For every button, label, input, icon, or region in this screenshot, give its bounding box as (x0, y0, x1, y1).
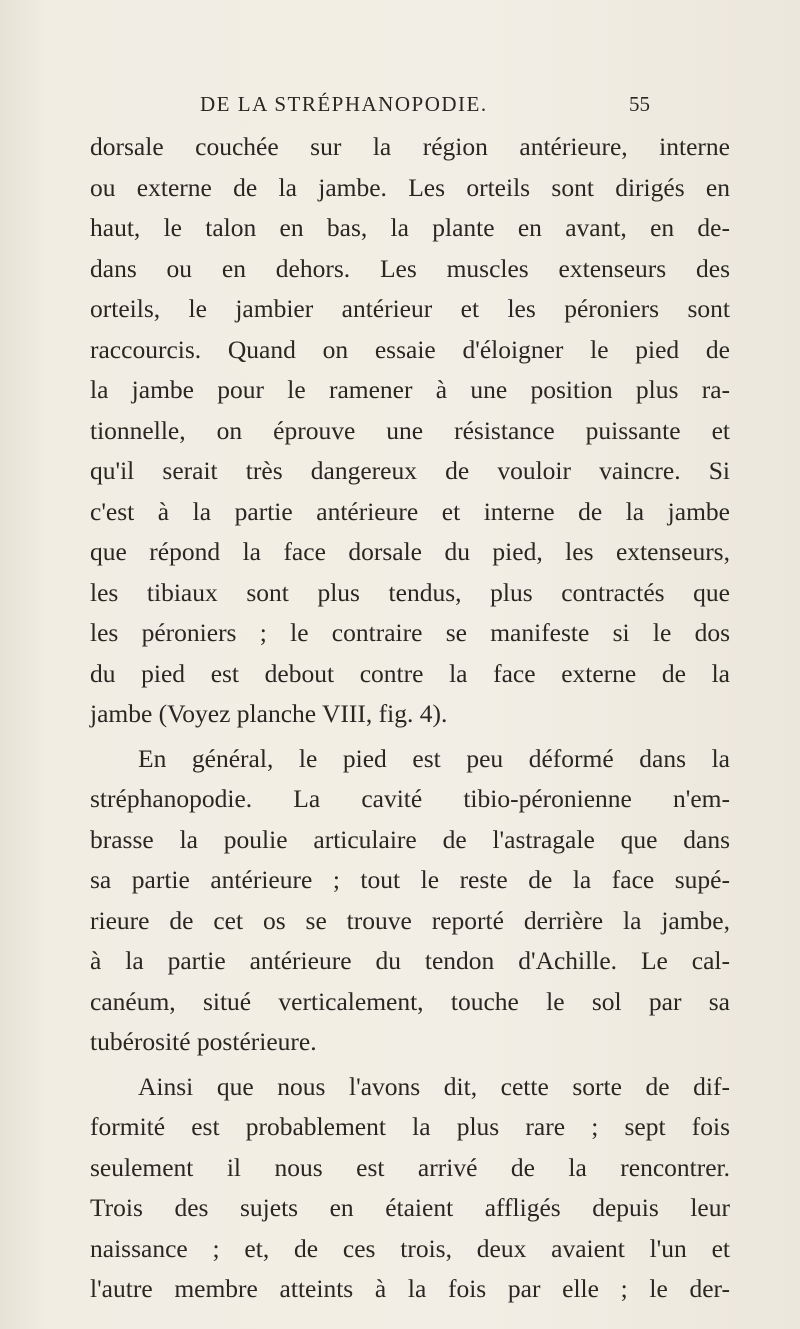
text-line: formité est probablement la plus rare ; sept fois (90, 1112, 730, 1141)
text-line: canéum, situé verticalement, touche le sol par sa (90, 986, 730, 1016)
text-line: les tibiaux sont plus tendus, plus contractés que (90, 577, 730, 607)
text-line: la jambe pour le ramener à une position plus ra- (90, 375, 730, 404)
text-line: les péroniers ; le contraire se manifeste si le dos (90, 618, 730, 647)
text-line: l'autre membre atteints à la fois par elle ; le der- (90, 1274, 730, 1303)
text-line: haut, le talon en bas, la plante en avant, en de- (90, 213, 730, 242)
text-line: seulement il nous est arrivé de la rencontrer. (90, 1152, 730, 1182)
text-line: que répond la face dorsale du pied, les extenseurs, (90, 537, 730, 566)
text-line: qu'il serait très dangereux de vouloir vaincre. Si (90, 456, 730, 485)
text-line: stréphanopodie. La cavité tibio-péronienne n'em- (90, 784, 730, 813)
running-head (200, 92, 650, 122)
text-line: tionnelle, on éprouve une résistance puissante et (90, 415, 730, 445)
text-line: jambe (Voyez planche VIII, fig. 4). (90, 699, 448, 728)
text-line: à la partie antérieure du tendon d'Achille. Le cal- (90, 946, 730, 975)
text-line: orteils, le jambier antérieur et les péroniers sont (90, 294, 730, 323)
text-line: c'est à la partie antérieure et interne de la jambe (90, 496, 730, 526)
page-number: 55 (629, 92, 650, 116)
text-line: raccourcis. Quand on essaie d'éloigner le pied de (90, 334, 730, 364)
text-line: sa partie antérieure ; tout le reste de la face supé- (90, 865, 730, 894)
text-line: brasse la poulie articulaire de l'astragale que dans (90, 824, 730, 854)
text-line: Trois des sujets en étaient affligés depuis leur (90, 1193, 730, 1222)
running-title: DE LA STRÉPHANOPODIE. (200, 92, 488, 116)
text-line: tubérosité postérieure. (90, 1027, 317, 1056)
text-line: Ainsi que nous l'avons dit, cette sorte de dif- (138, 1071, 730, 1101)
paragraph-3 (90, 1067, 730, 1310)
text-line: dorsale couchée sur la région antérieure, interne (90, 132, 730, 161)
text-line: dans ou en dehors. Les muscles extenseurs des (90, 253, 730, 283)
text-line: En général, le pied est peu déformé dans la (138, 743, 730, 773)
text-line: du pied est debout contre la face externe de la (90, 658, 730, 688)
text-line: ou externe de la jambe. Les orteils sont dirigés en (90, 172, 730, 202)
text-line: naissance ; et, de ces trois, deux avaient l'un et (90, 1233, 730, 1263)
paragraph-1 (90, 127, 730, 735)
text-line: rieure de cet os se trouve reporté derrière la jambe, (90, 905, 730, 935)
body-text (90, 127, 730, 1310)
paragraph-2 (90, 739, 730, 1063)
